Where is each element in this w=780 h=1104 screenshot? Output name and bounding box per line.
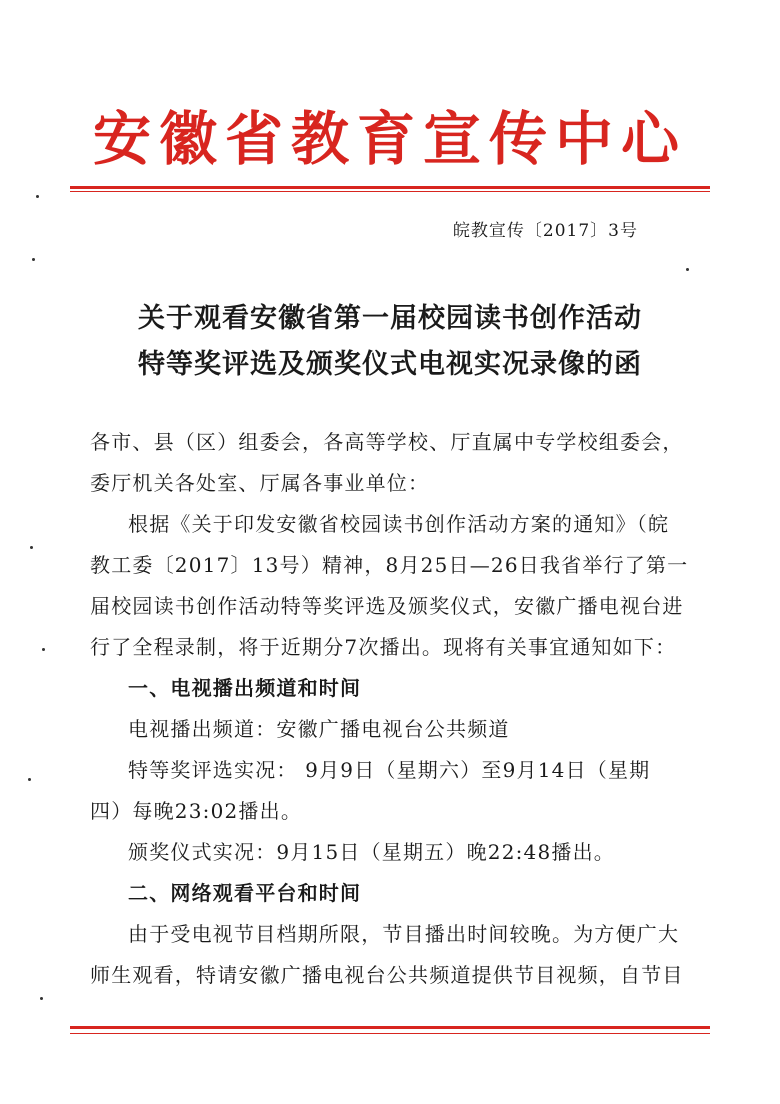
paragraph-1-line-3: 届校园读书创作活动特等奖评选及颁奖仪式，安徽广播电视台进 [90, 594, 684, 618]
issuing-organization-title: 安徽省教育宣传中心 [92, 105, 687, 173]
scan-speck [28, 778, 31, 781]
recipients-line-1: 各市、县（区）组委会，各高等学校、厅直属中专学校组委会， [90, 430, 684, 454]
scan-speck [686, 268, 689, 271]
section-2-heading: 二、网络观看平台和时间 [128, 881, 362, 905]
recipients-line-2: 委厅机关各处室、厅属各事业单位： [90, 471, 430, 495]
paragraph-2-line-1: 由于受电视节目档期所限，节目播出时间较晚。为方便广大 [128, 922, 680, 946]
paragraph-2-line-2: 师生观看，特请安徽广播电视台公共频道提供节目视频，自节目 [90, 963, 684, 987]
document-title-line-2: 特等奖评选及颁奖仪式电视实况录像的函 [138, 349, 642, 380]
special-award-line-2: 四）每晚23:02播出。 [90, 799, 303, 823]
header-red-rule-thin [70, 191, 710, 192]
paragraph-1-line-4: 行了全程录制，将于近期分7次播出。现将有关事宜通知如下： [90, 635, 677, 659]
special-award-line-1: 特等奖评选实况： 9月9日（星期六）至9月14日（星期 [128, 758, 651, 782]
paragraph-1-line-1: 根据《关于印发安徽省校园读书创作活动方案的通知》（皖 [128, 512, 670, 536]
footer-red-rule-thin [70, 1033, 710, 1034]
scan-speck [30, 546, 33, 549]
scan-speck [42, 648, 45, 651]
document-title-line-1: 关于观看安徽省第一届校园读书创作活动 [138, 303, 642, 334]
section-1-heading: 一、电视播出频道和时间 [128, 676, 362, 700]
scan-speck [40, 997, 43, 1000]
tv-channel-line: 电视播出频道：安徽广播电视台公共频道 [128, 717, 510, 741]
scan-speck [36, 195, 39, 198]
footer-red-rule-thick [70, 1026, 710, 1029]
header-red-rule-thick [70, 186, 710, 189]
scan-speck [32, 258, 35, 261]
ceremony-line: 颁奖仪式实况：9月15日（星期五）晚22:48播出。 [128, 840, 616, 864]
document-number: 皖教宣传〔2017〕3号 [452, 221, 638, 241]
paragraph-1-line-2: 教工委〔2017〕13号）精神，8月25日—26日我省举行了第一 [90, 553, 689, 577]
